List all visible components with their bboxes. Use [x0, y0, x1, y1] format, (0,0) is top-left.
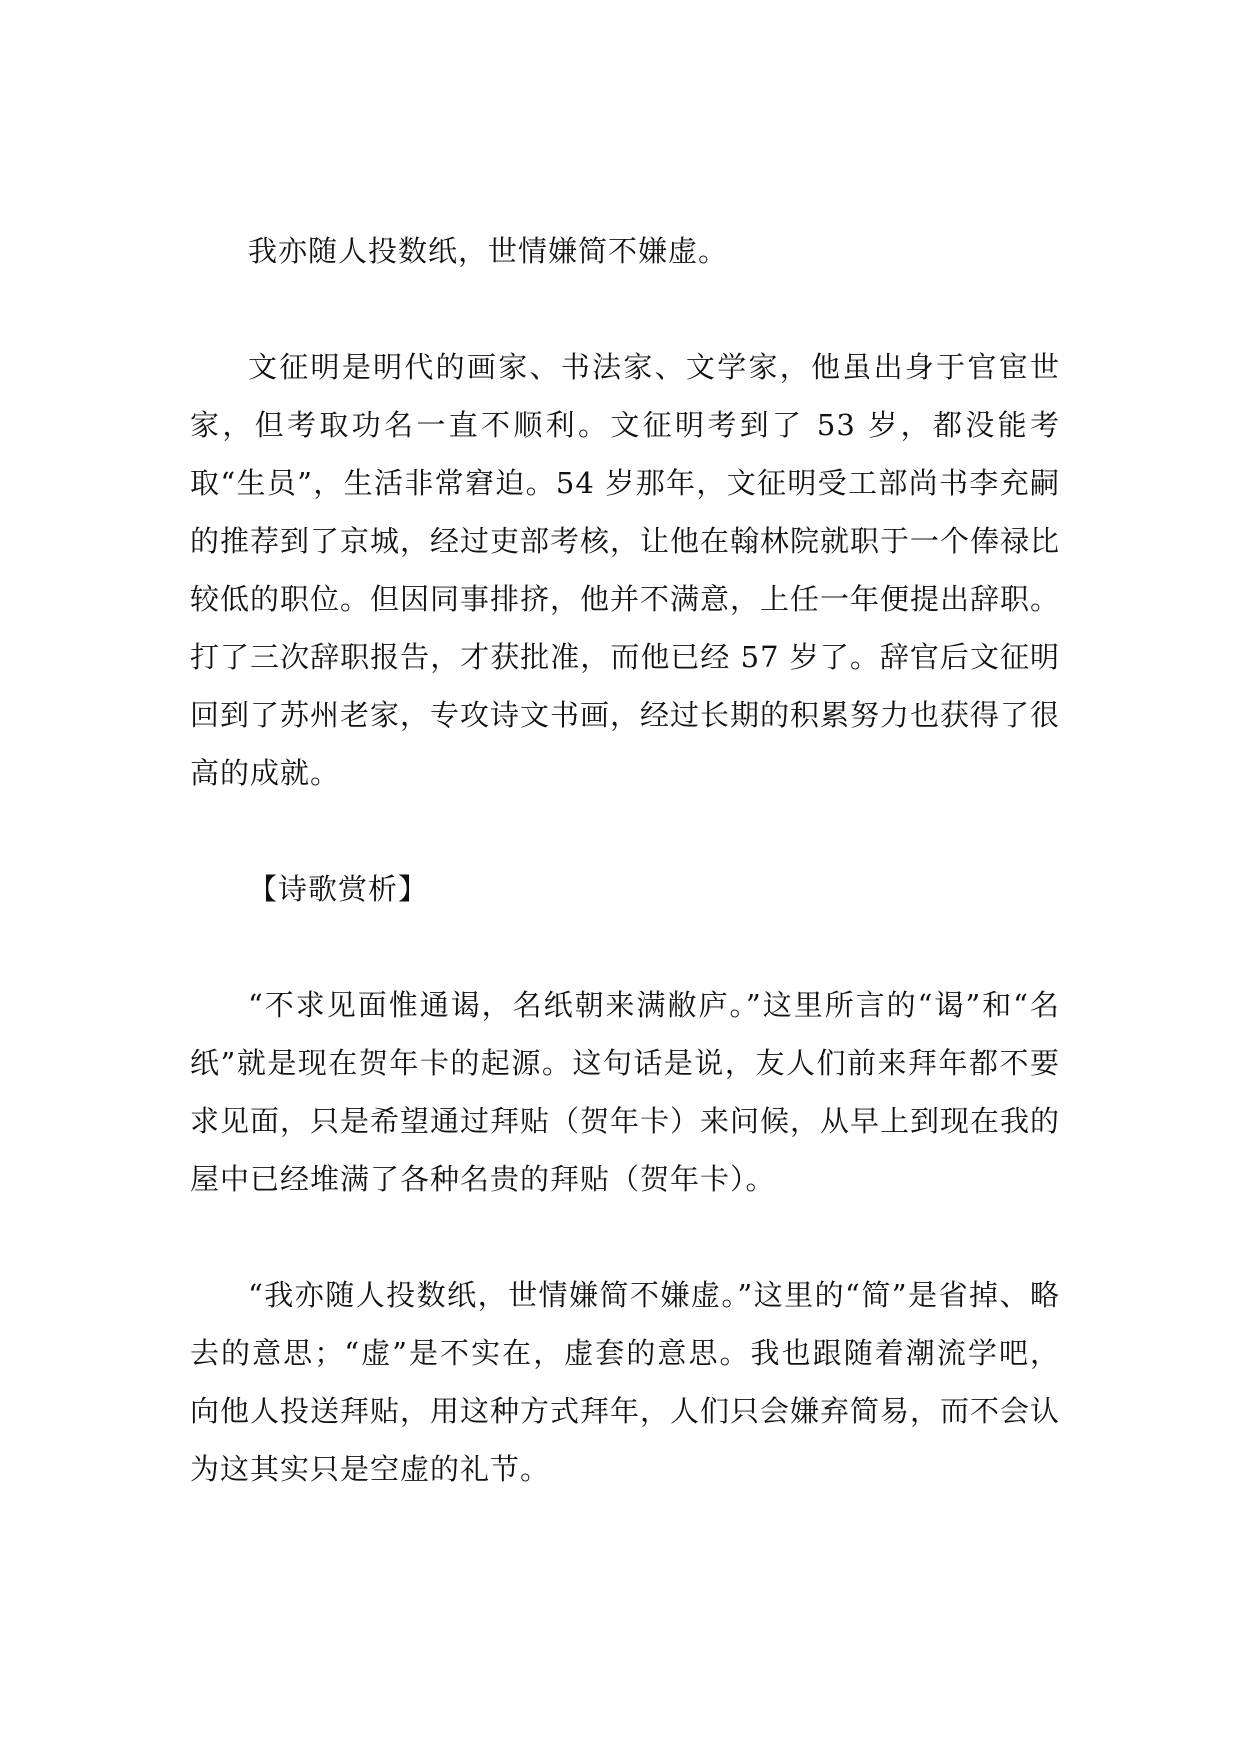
analysis-paragraph-2: “我亦随人投数纸，世情嫌简不嫌虚。”这里的“简”是省掉、略去的意思；“虚”是不实在，虚套的意思。我也跟随着潮流学吧，向他人投送拜贴，用这种方式拜年，人们只会嫌弃简易，而不会认为这其实只是空虚的礼节。: [190, 1278, 1061, 1486]
section-heading: 【诗歌赏析】: [248, 872, 429, 906]
paragraph-gap: [190, 1208, 1060, 1266]
analysis-paragraph-1: “不求见面惟通谒，名纸朝来满敝庐。”这里所言的“谒”和“名纸”就是现在贺年卡的起源。这句话是说，友人们前来拜年都不要求见面，只是希望通过拜贴（贺年卡）来问候，从早上到现在我的屋中已经堆满了各种名贵的拜贴（贺年卡）。: [190, 988, 1061, 1196]
document-body: [190, 222, 1060, 1498]
paragraph-gap: [190, 918, 1060, 976]
poem-line: 我亦随人投数纸，世情嫌简不嫌虚。: [248, 234, 729, 268]
paragraph-gap: [190, 802, 1060, 860]
paragraph-gap: [190, 280, 1060, 338]
background-paragraph: 文征明是明代的画家、书法家、文学家，他虽出身于官宦世家，但考取功名一直不顺利。文征明考到了 53 岁，都没能考取“生员”，生活非常窘迫。54 岁那年，文征明受工部尚书李充嗣的推荐到了京城，经过吏部考核，让他在翰林院就职于一个俸禄比较低的职位。但因同事排挤，他并不满意，上任一年便提出辞职。打了三次辞职报告，才获批准，而他已经 57 岁了。辞官后文征明回到了苏州老家，专攻诗文书画，经过长期的积累努力也获得了很高的成就。: [190, 350, 1061, 790]
